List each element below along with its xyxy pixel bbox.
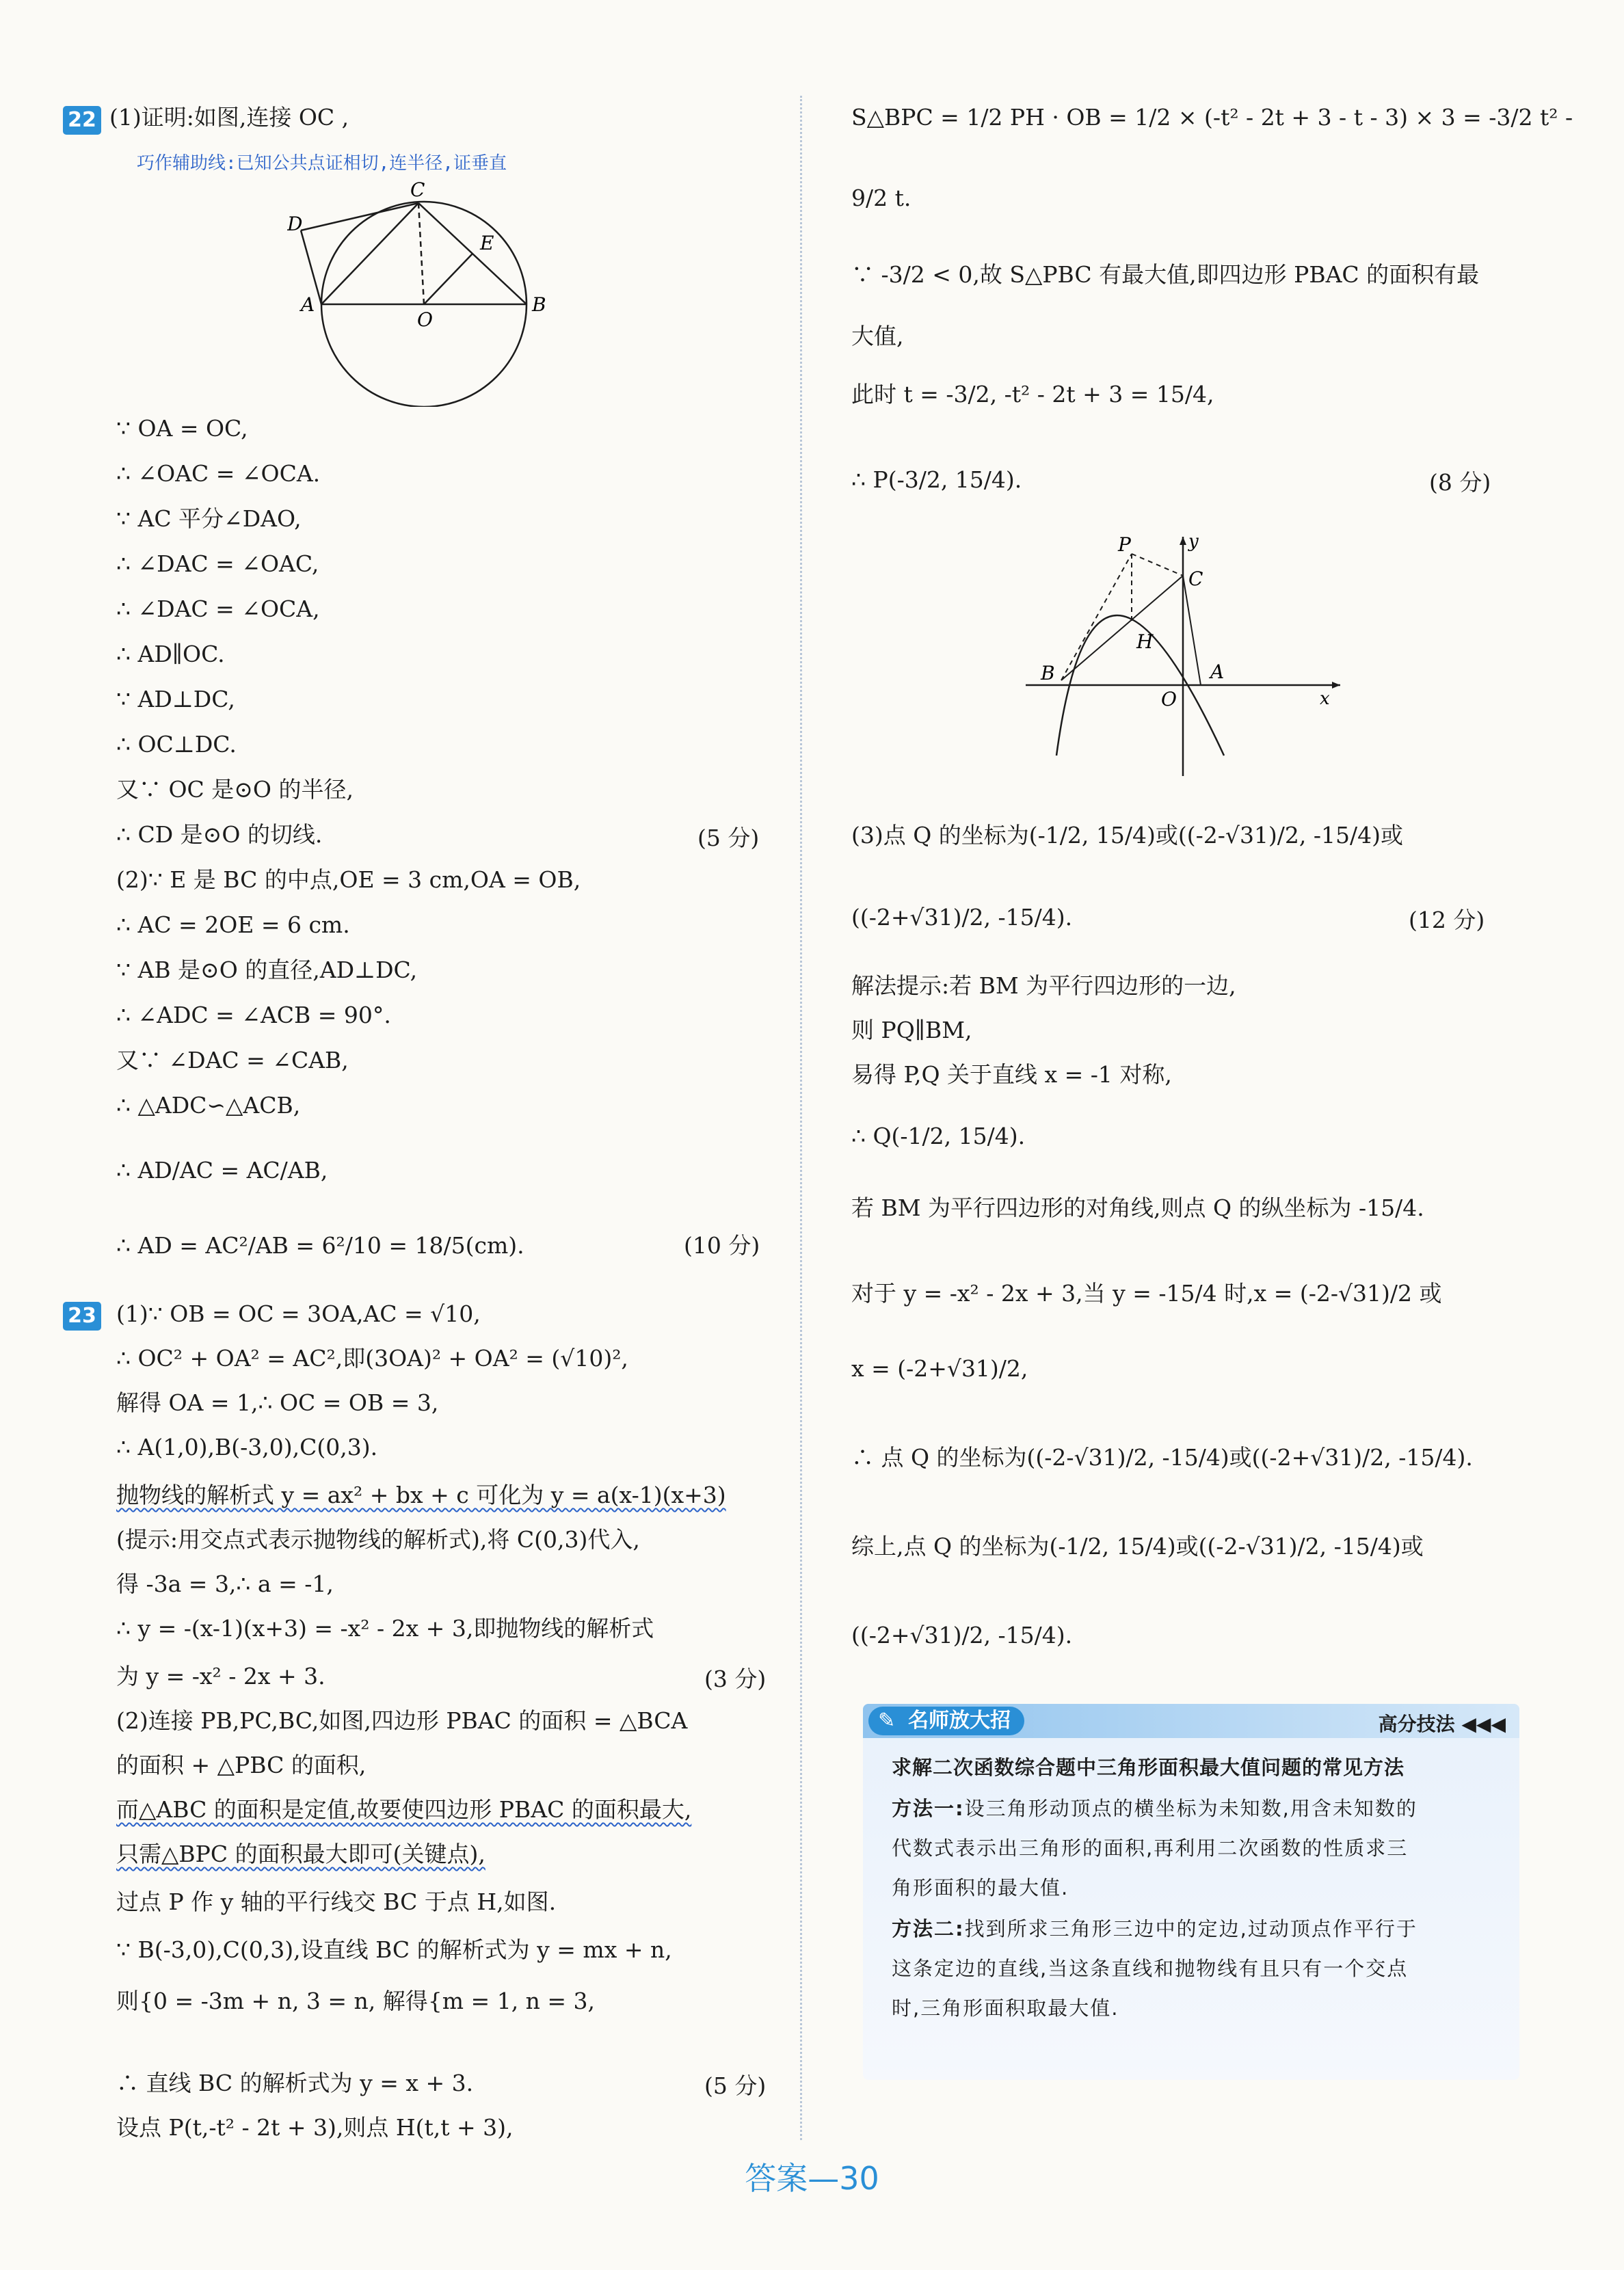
q22-intro: (1)证明:如图,连接 OC , xyxy=(109,104,349,131)
fig22-label-o: O xyxy=(417,308,433,331)
q22-line: ∴ AD = AC²/AB = 6²/10 = 18/5(cm). xyxy=(116,1232,524,1259)
q22-line: ∴ AC = 2OE = 6 cm. xyxy=(116,911,350,938)
parabola-graph xyxy=(1019,526,1347,779)
q23-line: 只需△BPC 的面积最大即可(关键点), xyxy=(116,1841,485,1867)
q23-right-line: 9/2 t. xyxy=(851,185,911,211)
page-footer: 答案—30 xyxy=(745,2160,879,2197)
q23-line: ∴ A(1,0),B(-3,0),C(0,3). xyxy=(116,1434,378,1460)
q23-line: 解得 OA = 1,∴ OC = OB = 3, xyxy=(116,1389,439,1416)
q23-right-line: ((-2+√31)/2, -15/4). xyxy=(851,1622,1073,1648)
method-2-line-3: 时,三角形面积取最大值. xyxy=(892,1997,1119,2020)
q22-line: ∵ AC 平分∠DAO, xyxy=(116,505,302,532)
graph-label-h: H xyxy=(1136,630,1154,653)
column-divider xyxy=(800,96,802,2140)
fig22-label-e: E xyxy=(480,232,494,254)
tip-tag: 高分技法 ◀◀◀ xyxy=(1378,1713,1506,1735)
method-1-line-2: 代数式表示出三角形的面积,再利用二次函数的性质求三 xyxy=(892,1837,1409,1860)
fig22-label-a: A xyxy=(301,293,315,316)
q23-line: 的面积 + △PBC 的面积, xyxy=(116,1752,367,1778)
q23-right-line: x = (-2+√31)/2, xyxy=(851,1355,1028,1382)
q22-line: ∴ ∠OAC = ∠OCA. xyxy=(116,460,321,487)
q22-line: ∴ CD 是⊙O 的切线. xyxy=(116,821,323,848)
q23-line: 设点 P(t,-t² - 2t + 3),则点 H(t,t + 3), xyxy=(116,2114,514,2141)
q23-score-5: (5 分) xyxy=(704,2072,767,2099)
q22-line: ∵ OA = OC, xyxy=(116,415,248,442)
q23-line: ∴ y = -(x-1)(x+3) = -x² - 2x + 3,即抛物线的解析式 xyxy=(116,1615,654,1642)
q23-right-line: 此时 t = -3/2, -t² - 2t + 3 = 15/4, xyxy=(851,381,1214,408)
teacher-icon: ✎ xyxy=(878,1709,896,1733)
graph-label-c: C xyxy=(1188,568,1203,590)
q22-line: ∴ OC⊥DC. xyxy=(116,731,237,758)
q23-line: ∴ 直线 BC 的解析式为 y = x + 3. xyxy=(116,2070,474,2096)
tip-box xyxy=(863,1704,1519,2080)
q23-right-line: ((-2+√31)/2, -15/4). xyxy=(851,904,1073,931)
q22-line: ∴ AD∥OC. xyxy=(116,641,225,667)
q23-right-line: ∴ 点 Q 的坐标为((-2-√31)/2, -15/4)或((-2+√31)/2, -15/4). xyxy=(851,1444,1473,1471)
method-2-line-1: 找到所求三角形三边中的定边,过动顶点作平行于 xyxy=(964,1917,1417,1940)
tip-method-1 xyxy=(892,1789,1507,1908)
q23-line: 得 -3a = 3,∴ a = -1, xyxy=(116,1571,334,1597)
graph-label-b: B xyxy=(1041,662,1055,684)
q23-score-12: (12 分) xyxy=(1409,907,1485,933)
fig22-label-b: B xyxy=(532,293,546,316)
q22-hint: 巧作辅助线:已知公共点证相切,连半径,证垂直 xyxy=(137,153,507,174)
q23-right-line: ∴ P(-3/2, 15/4). xyxy=(851,466,1022,493)
method-1-label: 方法一: xyxy=(892,1797,965,1820)
graph-label-a: A xyxy=(1210,660,1225,683)
graph-label-p: P xyxy=(1118,533,1131,556)
q23-right-line: ∴ Q(-1/2, 15/4). xyxy=(851,1123,1026,1149)
tip-title-text: 名师放大招 xyxy=(908,1709,1011,1733)
tip-heading: 求解二次函数综合题中三角形面积最大值问题的常见方法 xyxy=(892,1756,1405,1779)
q23-right-line: 对于 y = -x² - 2x + 3,当 y = -15/4 时,x = (-2-√31)/2 或 xyxy=(851,1280,1442,1307)
q22-score-5: (5 分) xyxy=(697,825,760,851)
method-1-line-3: 角形面积的最大值. xyxy=(892,1876,1069,1899)
method-2-label: 方法二: xyxy=(892,1917,965,1940)
q23-line: (2)连接 PB,PC,BC,如图,四边形 PBAC 的面积 = △BCA xyxy=(116,1707,688,1734)
graph-label-x: x xyxy=(1320,689,1330,709)
method-1-line-1: 设三角形动顶点的横坐标为未知数,用含未知数的 xyxy=(964,1797,1417,1820)
q23-right-line: 大值, xyxy=(851,323,904,349)
q23-right-line: 易得 P,Q 关于直线 x = -1 对称, xyxy=(851,1061,1172,1088)
q23-right-line: 若 BM 为平行四边形的对角线,则点 Q 的纵坐标为 -15/4. xyxy=(851,1194,1424,1221)
q23-line: 而△ABC 的面积是定值,故要使四边形 PBAC 的面积最大, xyxy=(116,1796,692,1823)
q22-line: ∴ △ADC∽△ACB, xyxy=(116,1092,301,1119)
q23-right-line: 解法提示:若 BM 为平行四边形的一边, xyxy=(851,972,1236,999)
q22-line: ∴ ∠DAC = ∠OAC, xyxy=(116,550,319,577)
q23-line: (1)∵ OB = OC = 3OA,AC = √10, xyxy=(116,1300,481,1327)
q23-right-line: 综上,点 Q 的坐标为(-1/2, 15/4)或((-2-√31)/2, -15/4)或 xyxy=(851,1533,1424,1560)
fig22-label-c: C xyxy=(410,178,425,201)
q23-line: ∴ OC² + OA² = AC²,即(3OA)² + OA² = (√10)², xyxy=(116,1345,628,1372)
question-22-badge: 22 xyxy=(63,106,101,135)
tip-title xyxy=(868,1707,1024,1735)
q23-line: 则{0 = -3m + n, 3 = n, 解得{m = 1, n = 3, xyxy=(116,1988,596,2014)
q23-line: 过点 P 作 y 轴的平行线交 BC 于点 H,如图. xyxy=(116,1888,557,1915)
graph-label-o: O xyxy=(1161,688,1177,710)
q23-score-3: (3 分) xyxy=(704,1666,767,1692)
fig22-label-d: D xyxy=(287,213,303,235)
q23-line: (提示:用交点式表示抛物线的解析式),将 C(0,3)代入, xyxy=(116,1526,640,1553)
q22-line: ∴ ∠ADC = ∠ACB = 90°. xyxy=(116,1002,391,1028)
method-2-line-2: 这条定边的直线,当这条直线和抛物线有且只有一个交点 xyxy=(892,1957,1409,1980)
q22-line: 又∵ OC 是⊙O 的半径, xyxy=(116,776,354,803)
q22-line: ∵ AB 是⊙O 的直径,AD⊥DC, xyxy=(116,957,418,983)
q22-line: ∴ AD/AC = AC/AB, xyxy=(116,1157,328,1184)
q23-line: ∵ B(-3,0),C(0,3),设直线 BC 的解析式为 y = mx + n, xyxy=(116,1936,672,1963)
q23-right-line: S△BPC = 1/2 PH · OB = 1/2 × (-t² - 2t + 3 - t - 3) × 3 = -3/2 t² - xyxy=(851,104,1573,131)
q22-line: 又∵ ∠DAC = ∠CAB, xyxy=(116,1047,349,1073)
circle-figure xyxy=(287,174,574,407)
q23-line: 为 y = -x² - 2x + 3. xyxy=(116,1663,325,1690)
q23-right-line: 则 PQ∥BM, xyxy=(851,1017,972,1043)
tip-method-2 xyxy=(892,1909,1507,2028)
q22-score-10: (10 分) xyxy=(684,1232,760,1259)
q23-right-line: ∵ -3/2 < 0,故 S△PBC 有最大值,即四边形 PBAC 的面积有最 xyxy=(851,261,1480,288)
q23-score-8: (8 分) xyxy=(1429,469,1491,496)
q22-line: ∴ ∠DAC = ∠OCA, xyxy=(116,596,320,622)
q23-line: 抛物线的解析式 y = ax² + bx + c 可化为 y = a(x-1)(x+3) xyxy=(116,1482,726,1508)
q23-right-line: (3)点 Q 的坐标为(-1/2, 15/4)或((-2-√31)/2, -15/4)或 xyxy=(851,822,1404,849)
q22-line: (2)∵ E 是 BC 的中点,OE = 3 cm,OA = OB, xyxy=(116,866,581,893)
graph-label-y: y xyxy=(1188,531,1199,552)
tip-header xyxy=(863,1704,1519,1738)
question-23-badge: 23 xyxy=(63,1302,101,1331)
q22-line: ∵ AD⊥DC, xyxy=(116,686,235,712)
